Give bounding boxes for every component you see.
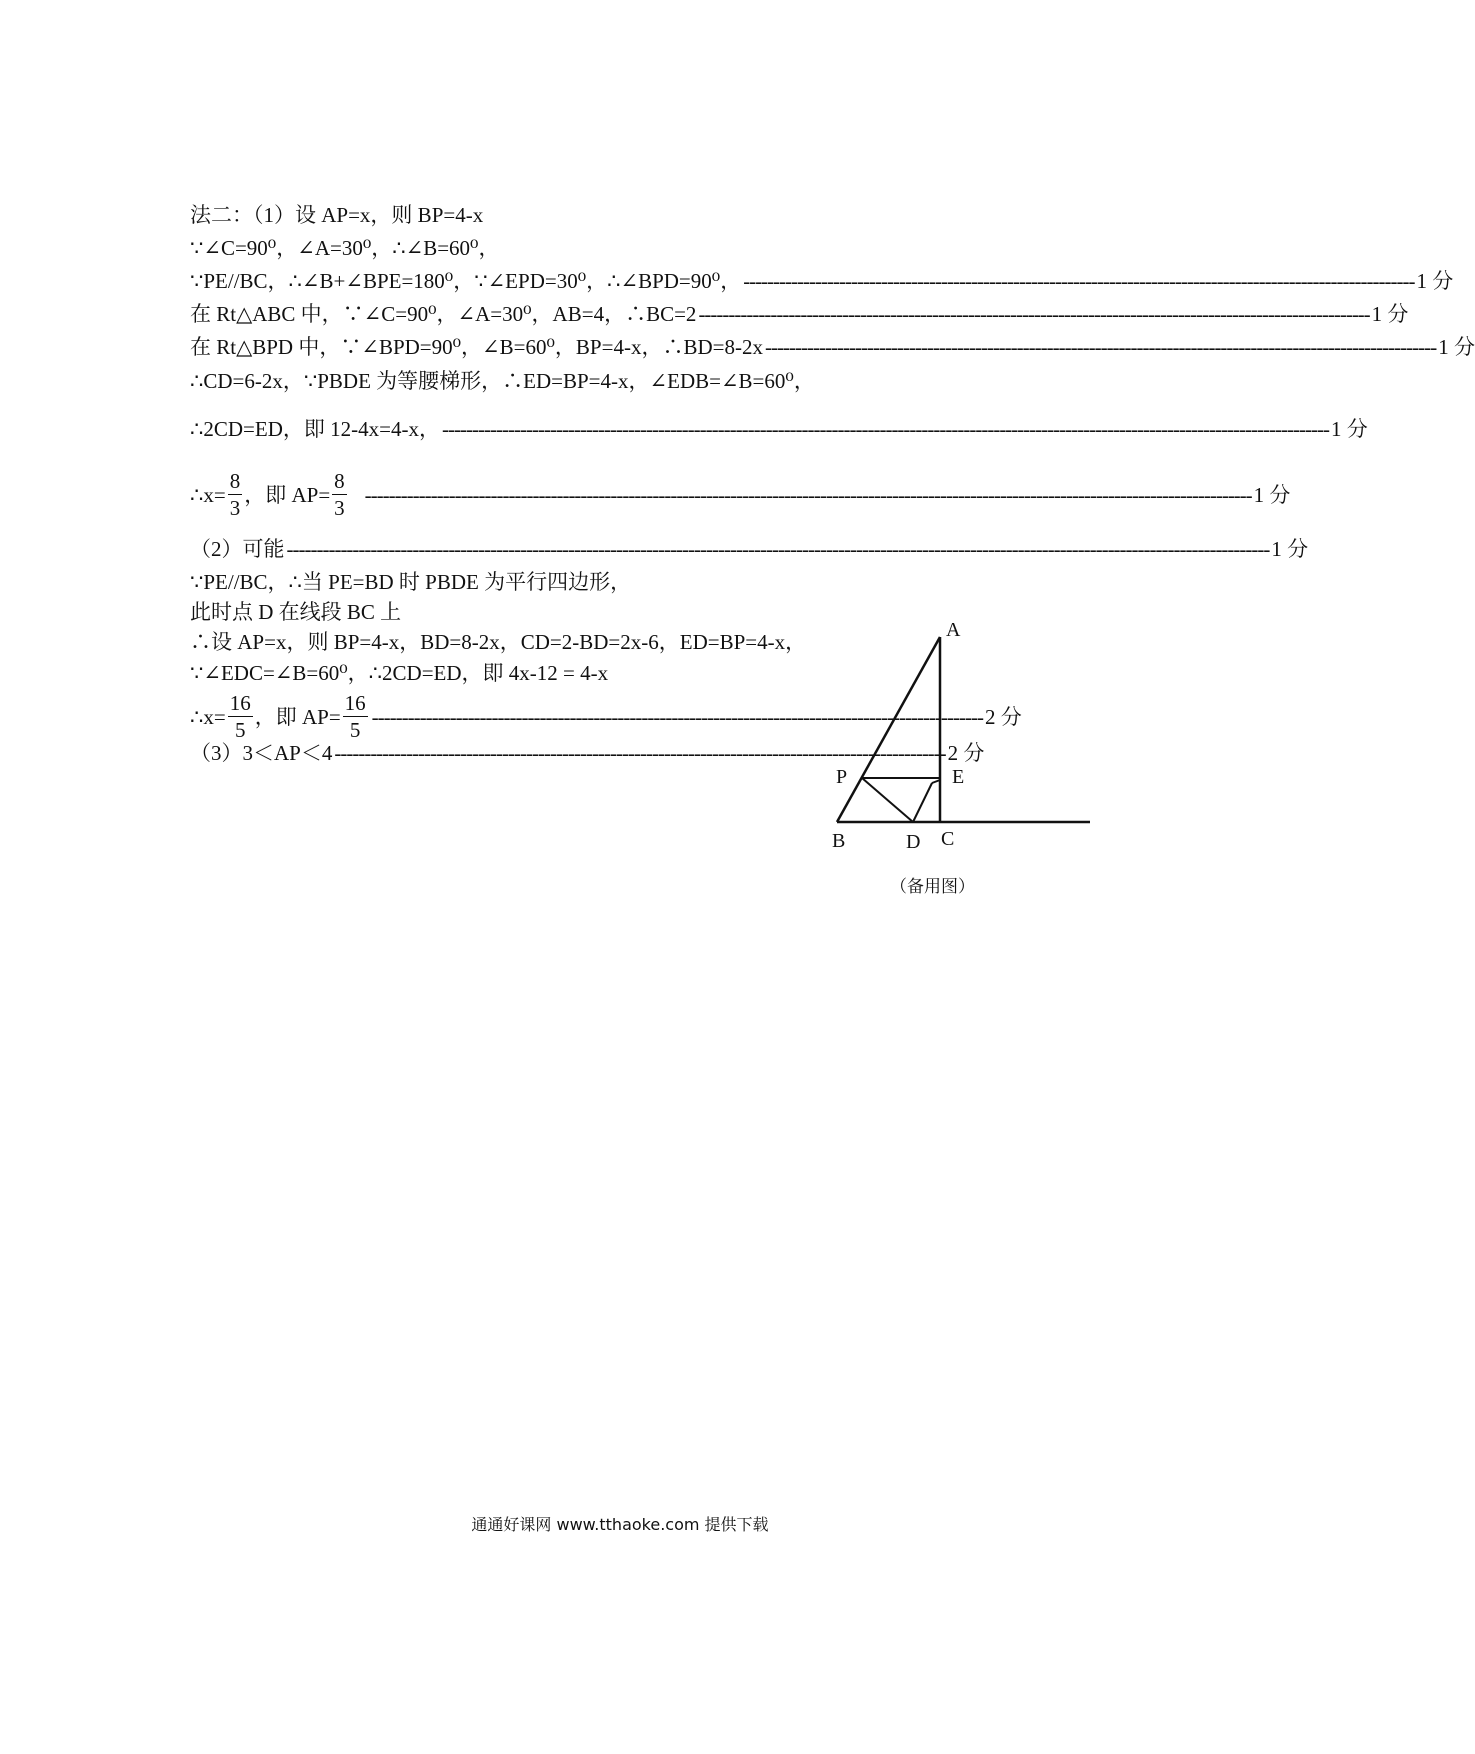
score-label: 2 分	[984, 704, 1022, 729]
score-label: 1 分	[1416, 269, 1454, 293]
fraction-denominator: 5	[234, 718, 246, 742]
score-label: 1 分	[1371, 302, 1409, 326]
fraction	[228, 468, 243, 521]
solution-line-5	[190, 334, 1475, 360]
solution-line-6: ∴CD=6-2x，∵PBDE 为等腰梯形，∴ED=BP=4-x，∠EDB=∠B=60⁰，	[190, 369, 815, 393]
dash-leader: ------------------------------------------------------------------------------------------------------	[334, 741, 946, 765]
dash-leader: ------------------------------------------------------------------------------------------------------	[371, 704, 983, 729]
dash-leader: --------------------------------------------------------------------------------------------------------------------------------------------------------------------	[286, 537, 1270, 561]
line-text: （3）3＜AP＜4	[190, 741, 333, 765]
fraction-numerator: 8	[334, 469, 345, 493]
solution-line-1: 法二：（1）设 AP=x，则 BP=4-x	[190, 203, 484, 227]
solution-line-12: ∴设 AP=x，则 BP=4-x，BD=8-2x，CD=2-BD=2x-6，ED=BP=4-x，	[190, 630, 807, 654]
line-prefix: ∴x=	[190, 482, 226, 507]
solution-line-8	[190, 468, 1291, 521]
solution-line-7	[190, 416, 1368, 442]
line-text: ∴2CD=ED，即 12-4x=4-x，	[190, 417, 440, 441]
segment-de	[913, 783, 932, 822]
fraction-denominator: 3	[334, 496, 345, 520]
solution-line-4	[190, 301, 1409, 327]
label-c: C	[941, 828, 955, 850]
score-label: 1 分	[1438, 335, 1475, 359]
dash-leader: ----------------------------------------------------------------------------------------------------------------------------------------------------	[364, 482, 1252, 507]
geometry-figure	[800, 615, 1100, 855]
line-text: （2）可能	[190, 537, 285, 561]
line-mid: ，即 AP=	[254, 704, 341, 729]
fraction-numerator: 16	[344, 691, 366, 715]
score-label: 1 分	[1253, 482, 1291, 507]
dash-leader: ----------------------------------------------------------------------------------------------------------------	[764, 335, 1437, 359]
score-label: 1 分	[1330, 417, 1368, 441]
solution-line-10: ∵PE//BC，∴当 PE=BD 时 PBDE 为平行四边形，	[190, 570, 632, 594]
solution-line-2: ∵∠C=90⁰，∠A=30⁰，∴∠B=60⁰，	[190, 236, 500, 260]
label-d: D	[906, 831, 921, 853]
line-prefix: ∴x=	[190, 704, 226, 729]
line-text: 在 Rt△ABC 中，∵∠C=90⁰，∠A=30⁰，AB=4，∴BC=2	[190, 302, 697, 326]
line-mid: ，即 AP=	[244, 482, 331, 507]
solution-line-14	[190, 690, 1022, 743]
segment-ab	[837, 637, 940, 822]
solution-line-15	[190, 740, 985, 766]
line-text: 在 Rt△BPD 中，∵∠BPD=90⁰，∠B=60⁰，BP=4-x，∴BD=8-2x	[190, 335, 763, 359]
solution-line-3	[190, 268, 1454, 294]
figure-caption: （备用图）	[890, 877, 975, 897]
solution-line-11: 此时点 D 在线段 BC 上	[190, 600, 402, 624]
fraction-denominator: 3	[229, 496, 241, 520]
score-label: 2 分	[947, 741, 985, 765]
solution-line-13: ∵∠EDC=∠B=60⁰，∴2CD=ED，即 4x-12 = 4-x	[190, 661, 609, 685]
fraction	[343, 690, 368, 743]
dash-leader: ----------------------------------------------------------------------------------------------------------------	[743, 269, 1415, 293]
label-a: A	[946, 619, 961, 641]
dash-leader: ----------------------------------------------------------------------------------------------------------------------------------------------------	[441, 417, 1329, 441]
solution-line-9	[190, 536, 1309, 562]
label-e: E	[952, 766, 965, 788]
score-label: 1 分	[1271, 537, 1309, 561]
line-text: ∵PE//BC，∴∠B+∠BPE=180⁰，∵∠EPD=30⁰，∴∠BPD=90⁰，	[190, 269, 742, 293]
footer-credit: 通通好课网 www.tthaoke.com 提供下载	[471, 1515, 769, 1534]
fraction	[332, 468, 347, 521]
label-b: B	[832, 830, 846, 852]
fraction-denominator: 5	[349, 718, 361, 742]
label-p: P	[836, 766, 848, 788]
fraction-numerator: 16	[229, 691, 251, 715]
dash-leader: ----------------------------------------------------------------------------------------------------------------	[698, 302, 1370, 326]
fraction-numerator: 8	[229, 469, 241, 493]
fraction	[228, 690, 253, 743]
segment-pd	[862, 778, 913, 822]
